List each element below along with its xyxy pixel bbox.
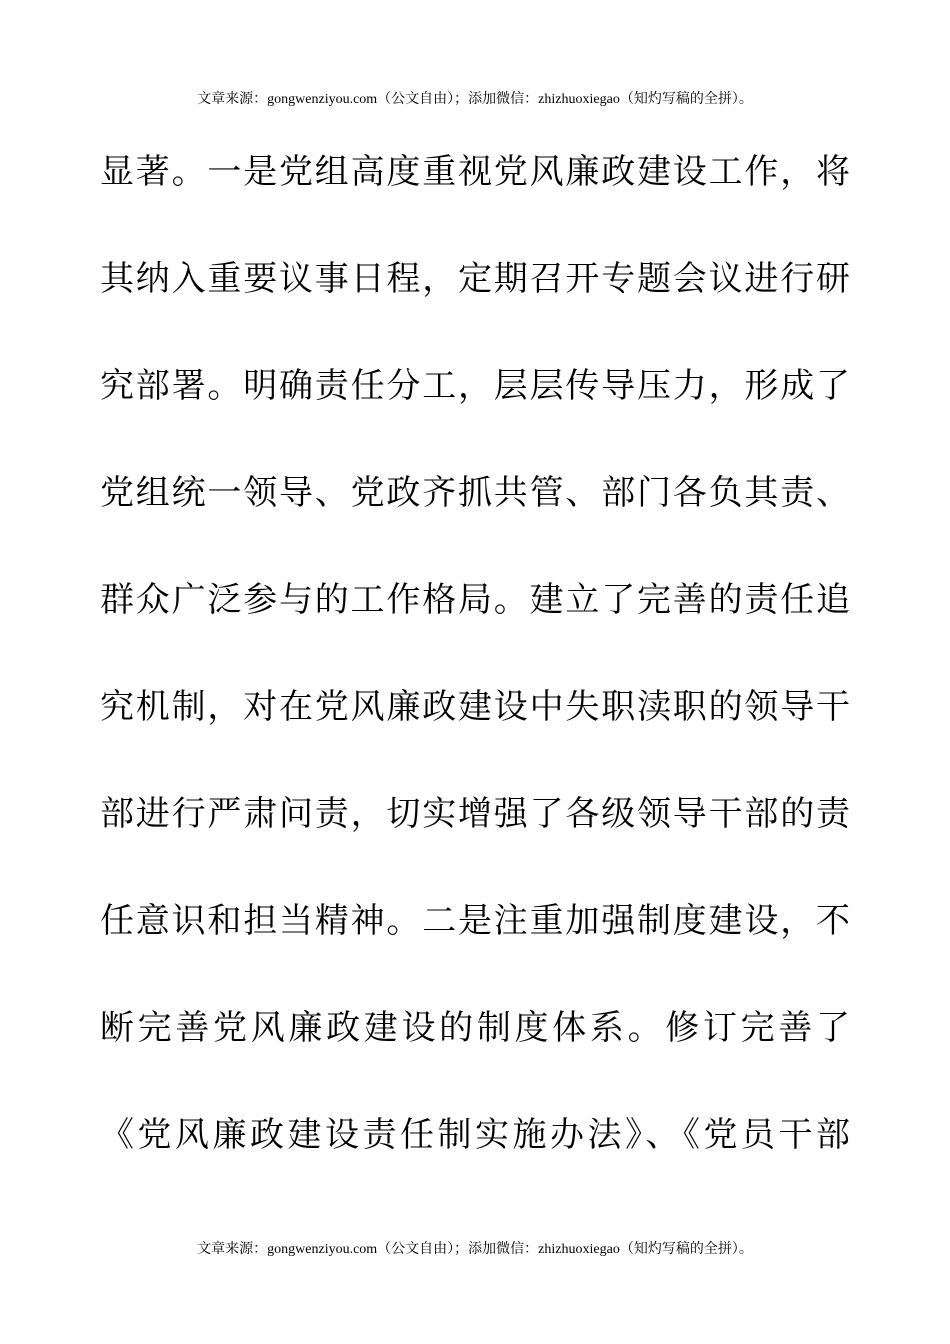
body-line-6: 究机制，对在党风廉政建设中失职渎职的领导干 [100,687,850,727]
body-line-7: 部进行严肃问责，切实增强了各级领导干部的责 [100,794,850,834]
body-line-4: 党组统一领导、党政齐抓共管、部门各负其责、 [100,473,850,513]
body-line-9: 断完善党风廉政建设的制度体系。修订完善了 [100,1008,850,1048]
body-line-3: 究部署。明确责任分工，层层传导压力，形成了 [100,366,850,406]
body-line-8: 任意识和担当精神。二是注重加强制度建设，不 [100,901,850,941]
body-line-1: 显著。一是党组高度重视党风廉政建设工作，将 [100,152,850,192]
body-line-5: 群众广泛参与的工作格局。建立了完善的责任追 [100,580,850,620]
document-body [100,140,850,1210]
page-header-source-note: 文章来源：gongwenziyou.com（公文自由）；添加微信：zhizhuoxiegao（知灼写稿的全拼）。 [197,92,753,107]
page-footer-source-note: 文章来源：gongwenziyou.com（公文自由）；添加微信：zhizhuoxiegao（知灼写稿的全拼）。 [197,1242,753,1257]
body-line-2: 其纳入重要议事日程，定期召开专题会议进行研 [100,259,850,299]
body-line-10: 《党风廉政建设责任制实施办法》、《党员干部 [100,1115,850,1155]
